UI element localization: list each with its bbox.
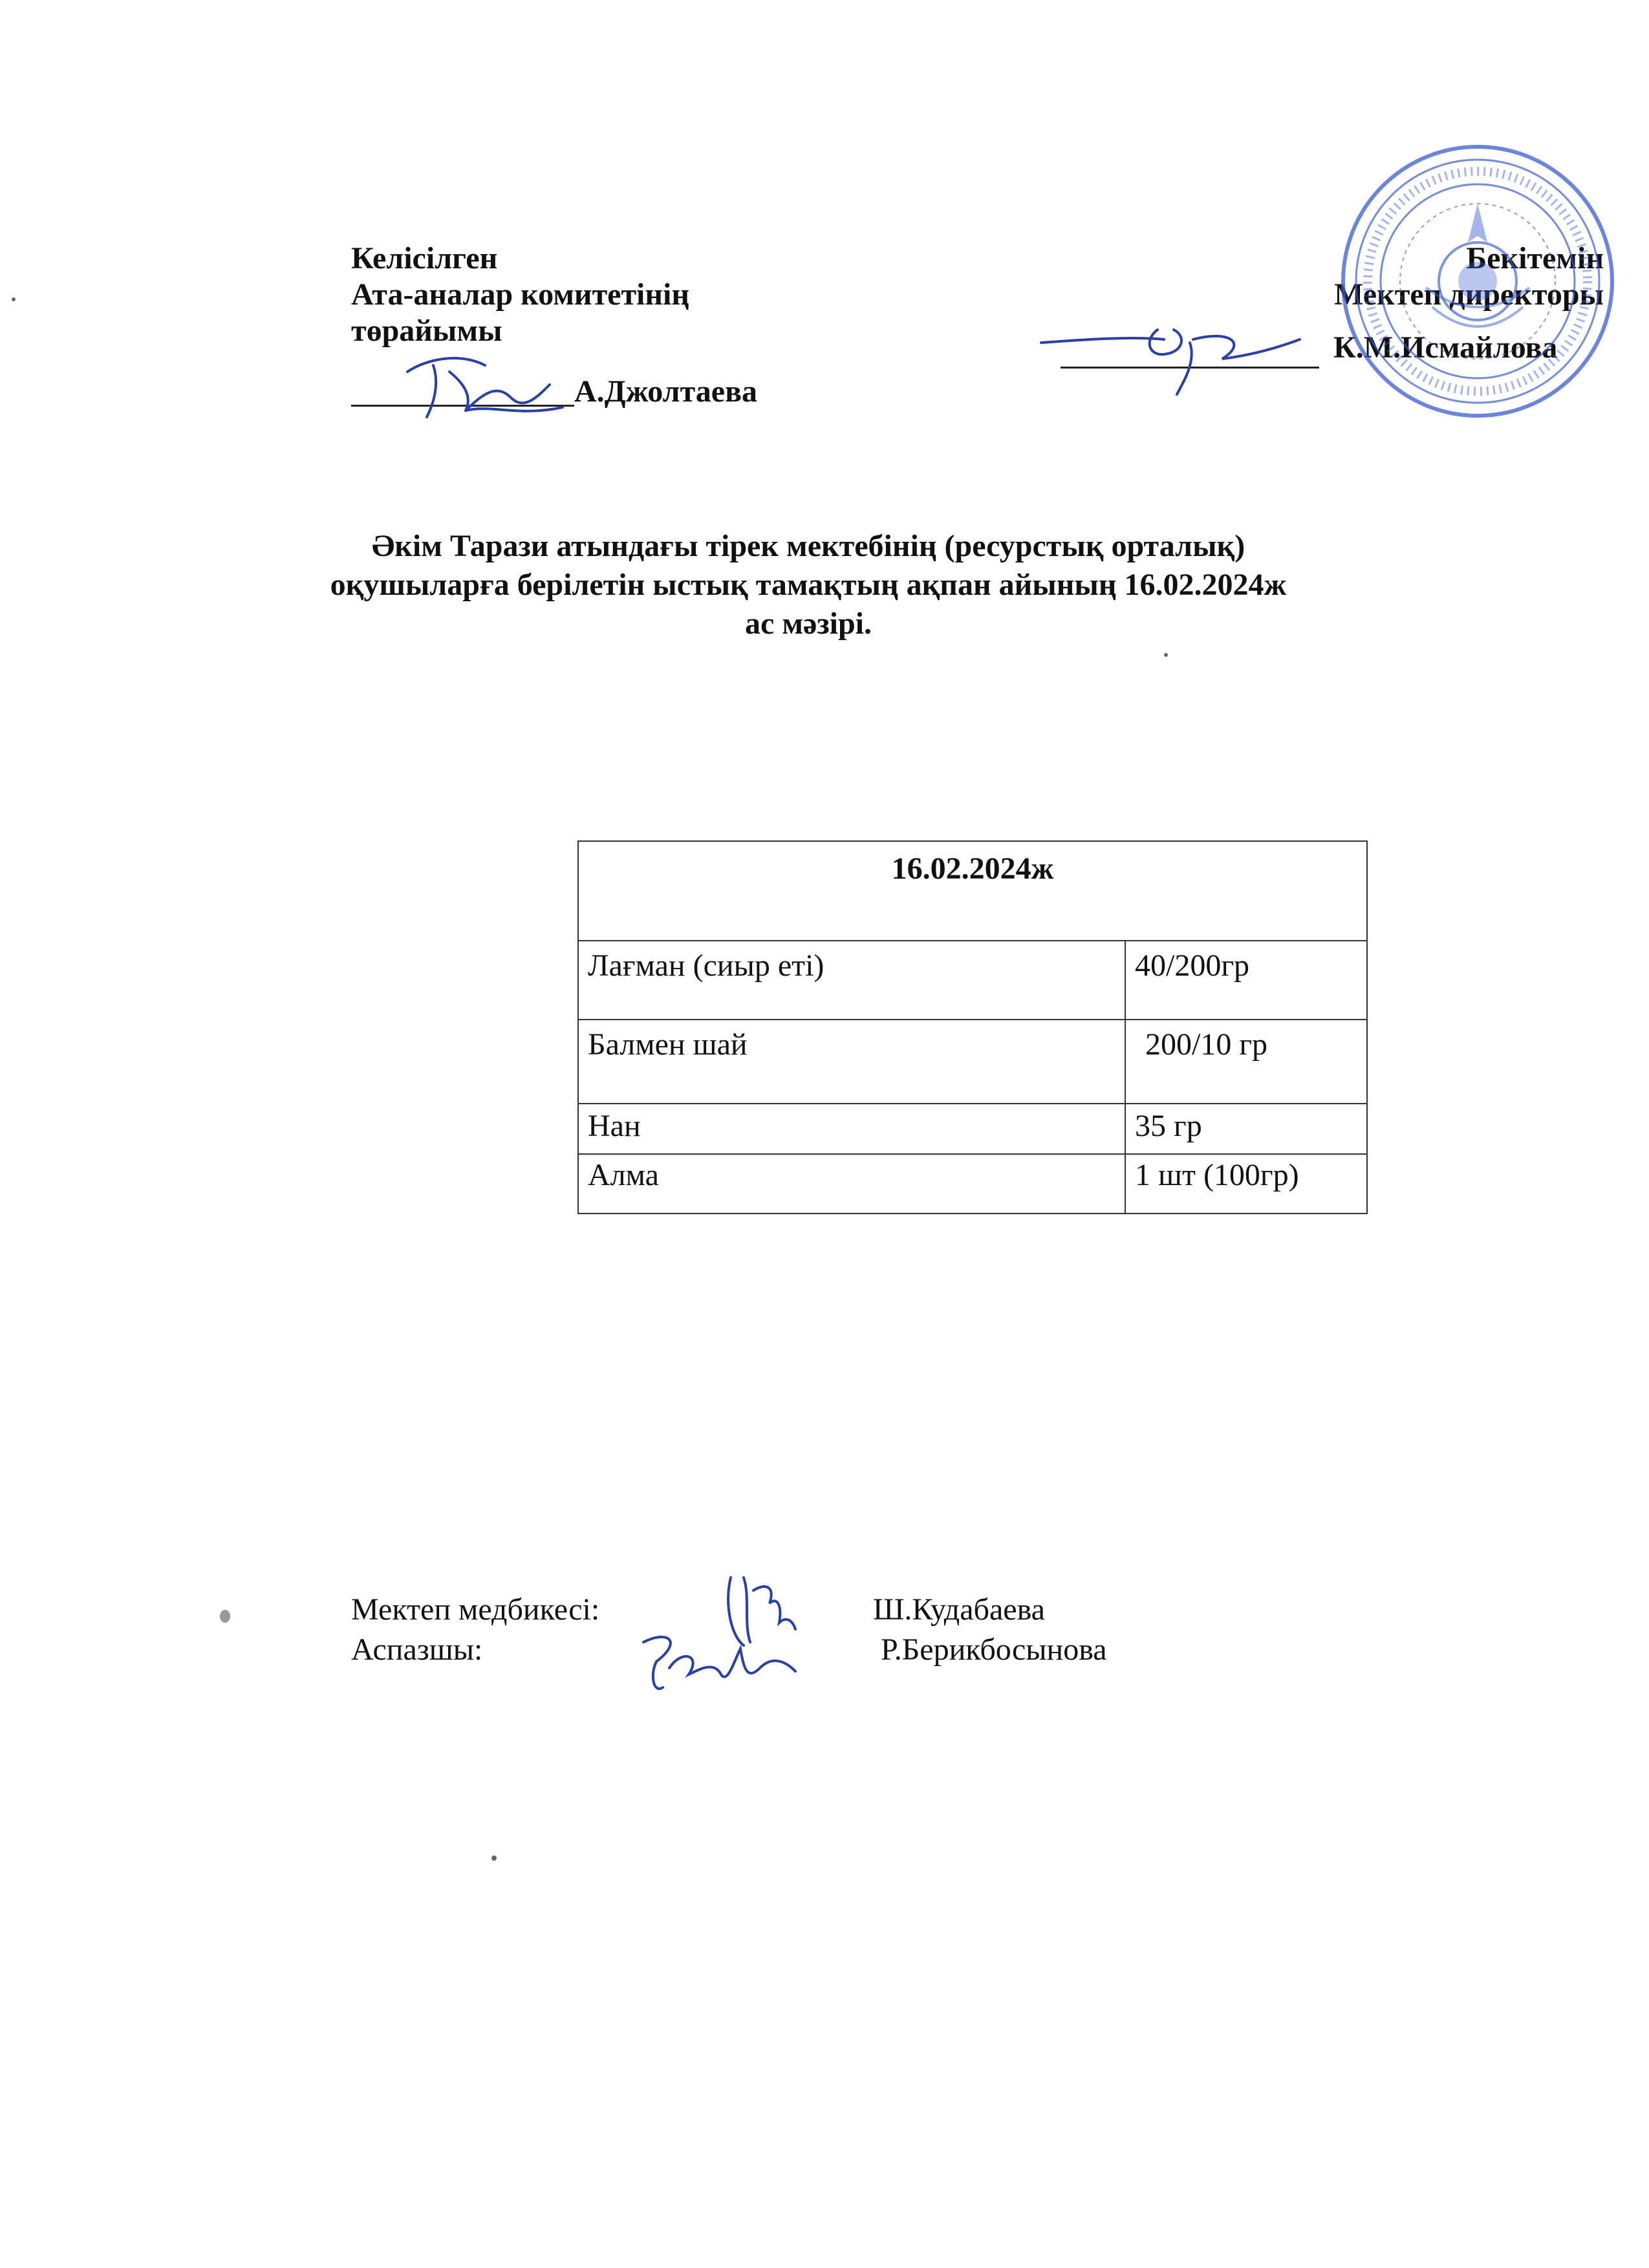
approval-right-line1: Бекітемін [1466, 241, 1604, 275]
menu-item: Нан [578, 1104, 1125, 1154]
title-line2: оқушыларға берілетін ыстық тамақтың ақпан айының 16.02.2024ж [330, 568, 1287, 602]
approval-right-line2: Мектеп директоры [1334, 277, 1604, 312]
approval-left-name: А.Джолтаева [574, 374, 757, 409]
menu-amount: 40/200гр [1125, 941, 1367, 1020]
menu-date-row [578, 841, 1367, 941]
nurse-label: Мектеп медбикесі: [351, 1592, 600, 1627]
scan-speck [12, 297, 16, 301]
official-stamp [1335, 139, 1620, 423]
menu-item: Алма [578, 1154, 1125, 1214]
menu-table [577, 840, 1368, 1214]
signature-right [1035, 304, 1306, 401]
approval-right-name: К.М.Исмайлова [1333, 330, 1558, 365]
table-row [578, 941, 1367, 1020]
approval-left-line2: Ата-аналар комитетінің [351, 277, 690, 312]
approval-left-line1: Келісілген [351, 241, 498, 275]
table-row [578, 1154, 1367, 1214]
scan-speck [491, 1856, 497, 1861]
nurse-name: Ш.Кудабаева [873, 1592, 1045, 1627]
approval-left-line3: төрайымы [351, 314, 502, 348]
menu-amount: 1 шт (100гр) [1125, 1154, 1367, 1214]
table-row [578, 1020, 1367, 1104]
cook-label: Аспазшы: [351, 1632, 483, 1667]
menu-item: Лағман (сиыр еті) [578, 941, 1125, 1020]
table-row [578, 1104, 1367, 1154]
approval-left [351, 241, 689, 349]
signature-left [388, 346, 576, 430]
document-title [323, 527, 1293, 643]
scan-speck [220, 1610, 230, 1623]
menu-date: 16.02.2024ж [578, 841, 1367, 941]
scan-speck [1164, 653, 1168, 657]
title-line1: Әкім Тарази атындағы тірек мектебінің (ресурстық орталық) [371, 529, 1245, 563]
menu-item: Балмен шай [578, 1020, 1125, 1104]
menu-amount: 35 гр [1125, 1104, 1367, 1154]
signature-cook [630, 1623, 805, 1707]
title-line3: ас мәзірі. [745, 606, 872, 641]
cook-name: Р.Берикбосынова [881, 1632, 1107, 1667]
menu-amount: 200/10 гр [1125, 1020, 1367, 1104]
